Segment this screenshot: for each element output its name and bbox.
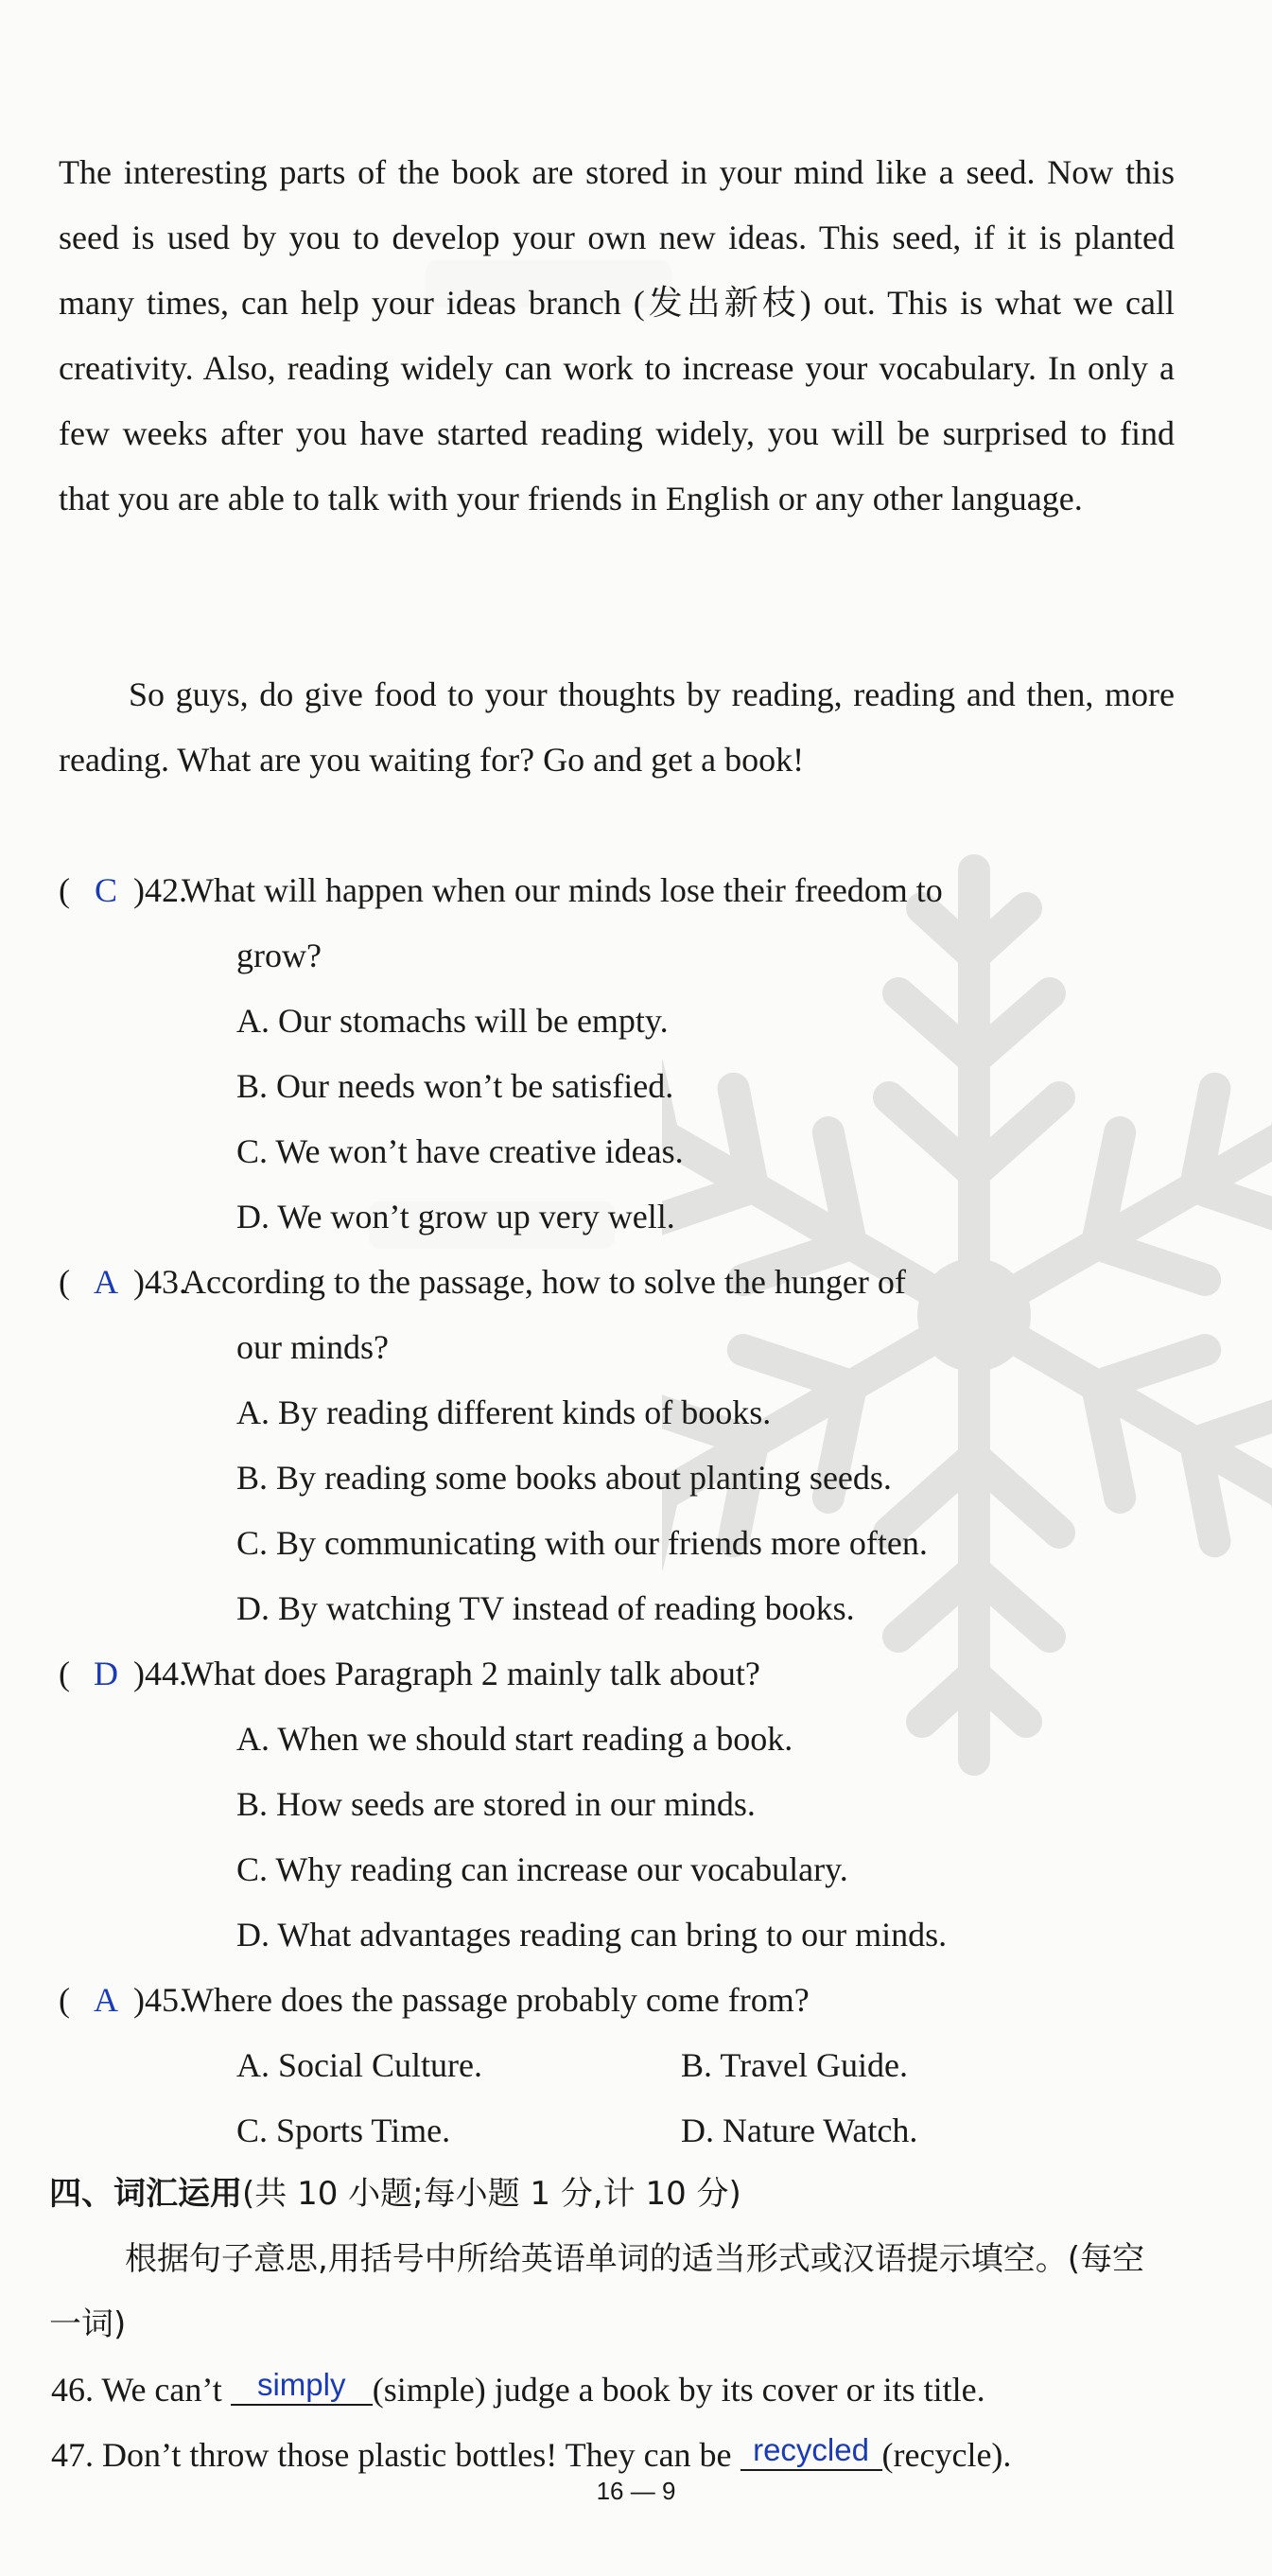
option-42-c: C. We won’t have creative ideas. [236, 1132, 684, 1170]
question-stem: What does Paragraph 2 mainly talk about? [182, 1655, 760, 1692]
question-number: )44. [133, 1655, 187, 1692]
question-stem: According to the passage, how to solve the hunger of [182, 1263, 906, 1301]
section-4-instruction: 根据句子意思,用括号中所给英语单词的适当形式或汉语提示填空。(每空一词) [49, 2240, 1145, 2343]
question-number: )42. [133, 871, 187, 909]
fill-item-text: (simple) judge a book by its cover or its title. [372, 2371, 985, 2409]
answer-42: C [94, 871, 117, 909]
option-42-a: A. Our stomachs will be empty. [236, 1002, 669, 1040]
answer-bracket: ( D )44. [59, 1641, 182, 1707]
answer-44: D [94, 1655, 118, 1692]
section-4-note: (共 10 小题;每小题 1 分,计 10 分) [242, 2175, 741, 2213]
option-45-d: D. Nature Watch. [681, 2112, 918, 2149]
option-42-d: D. We won’t grow up very well. [236, 1198, 675, 1235]
passage-paragraph-2: So guys, do give food to your thoughts by reading, reading and then, more reading. What are you waiting for? Go and get a book! [59, 675, 1175, 779]
question-45 [59, 1968, 1175, 2033]
question-43-stem-cont: our minds? [236, 1328, 389, 1366]
question-44 [59, 1641, 1175, 1707]
question-stem: What will happen when our minds lose their freedom to [182, 871, 943, 909]
question-42-stem-cont: grow? [236, 937, 322, 974]
passage-paragraph-1: The interesting parts of the book are stored in your mind like a seed. Now this seed is used by you to develop your own new ideas. This seed, if it is planted many times, can help your ideas branch (发出新枝) out. This is what we call creativity. Also, reading widely can work to increase your vocabulary. In only a few weeks after you have started reading widely, you will be surprised to find that you are able to talk with your friends in English or any other language. [59, 153, 1175, 517]
fill-item-text: 47. Don’t throw those plastic bottles! They can be [51, 2436, 741, 2474]
question-43 [59, 1250, 1175, 1315]
answer-bracket: ( C )42. [59, 858, 182, 923]
question-number: )45. [133, 1981, 187, 2019]
fill-item-46 [51, 2357, 985, 2423]
answer-bracket: ( A )45. [59, 1968, 182, 2033]
section-4-title: 四、词汇运用 [49, 2175, 242, 2213]
option-44-c: C. Why reading can increase our vocabulary. [236, 1850, 848, 1888]
answer-blank-46: simply [231, 2366, 373, 2406]
option-45-c: C. Sports Time. [236, 2112, 451, 2149]
answer-43: A [94, 1263, 118, 1301]
section-4-heading [49, 2162, 741, 2227]
answer-45: A [94, 1981, 118, 2019]
option-43-a: A. By reading different kinds of books. [236, 1393, 772, 1431]
option-44-d: D. What advantages reading can bring to our minds. [236, 1916, 948, 1954]
option-43-b: B. By reading some books about planting seeds. [236, 1459, 892, 1497]
option-45-b: B. Travel Guide. [681, 2046, 909, 2084]
answer-blank-47: recycled [741, 2431, 882, 2471]
question-stem: Where does the passage probably come from? [182, 1981, 810, 2019]
option-44-b: B. How seeds are stored in our minds. [236, 1785, 756, 1823]
answer-bracket: ( A )43. [59, 1250, 182, 1315]
page-number: 16 — 9 [596, 2477, 676, 2505]
fill-item-text: (recycle). [881, 2436, 1012, 2474]
option-44-a: A. When we should start reading a book. [236, 1720, 793, 1758]
option-43-c: C. By communicating with our friends more often. [236, 1524, 928, 1562]
option-42-b: B. Our needs won’t be satisfied. [236, 1067, 674, 1105]
option-43-d: D. By watching TV instead of reading books. [236, 1589, 855, 1627]
option-45-a: A. Social Culture. [236, 2046, 482, 2084]
question-number: )43. [133, 1263, 187, 1301]
fill-item-text: 46. We can’t [51, 2371, 231, 2409]
question-42 [59, 858, 1175, 923]
